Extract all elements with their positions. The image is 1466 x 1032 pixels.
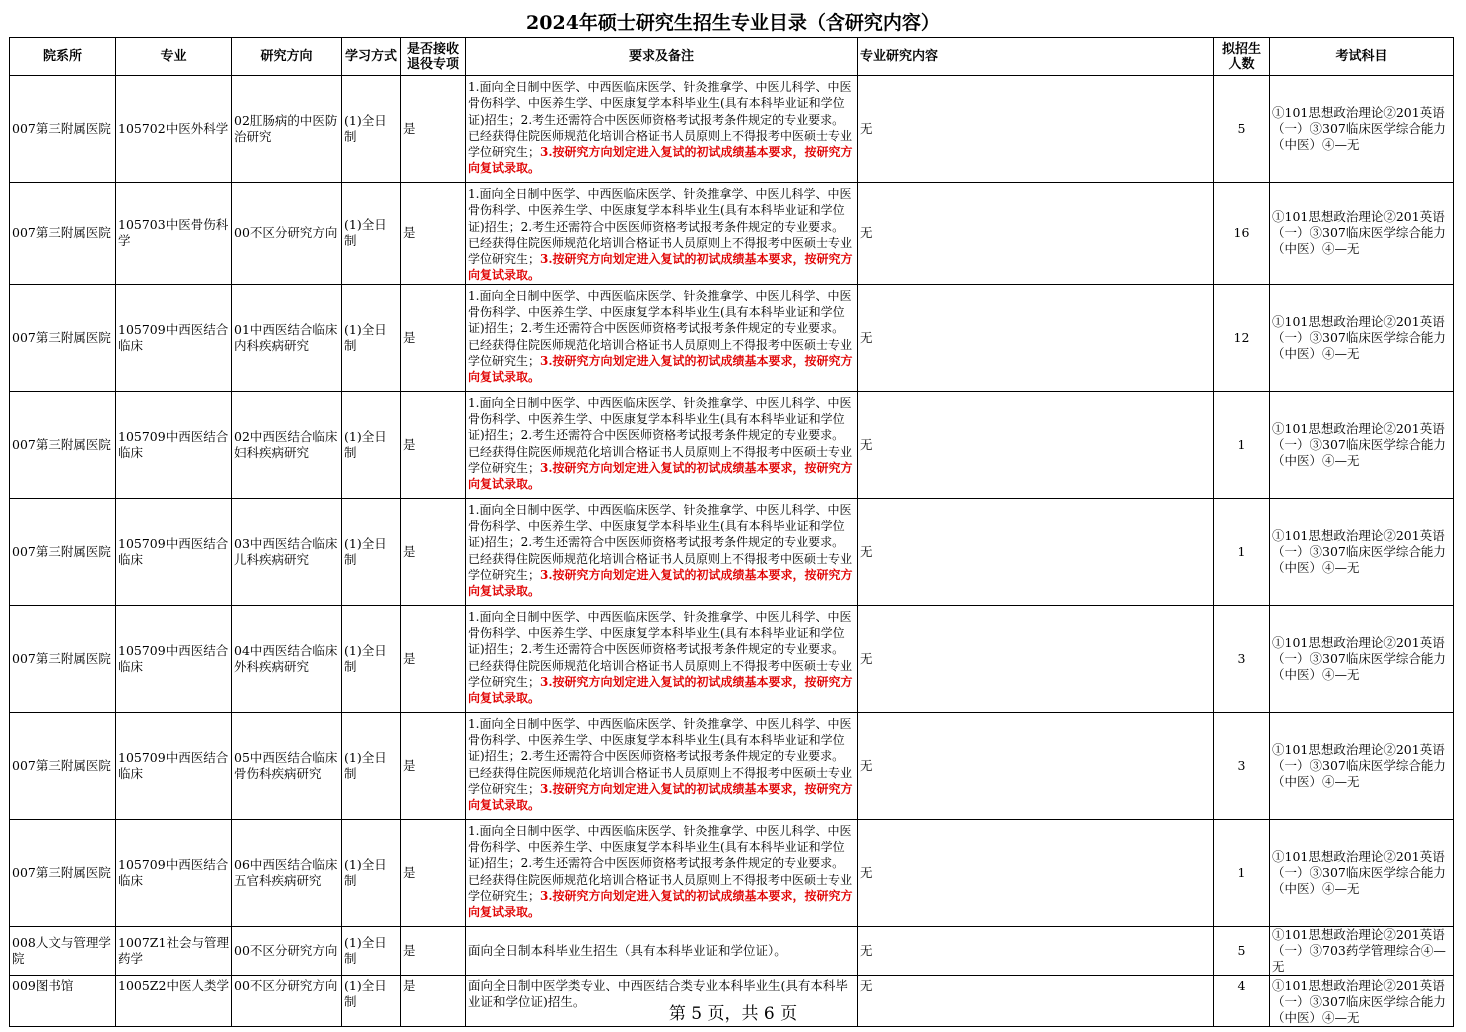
cell-veteran: 是 [401, 498, 466, 605]
cell-mode: (1)全日制 [342, 498, 401, 605]
table-row [10, 926, 1454, 975]
cell-exam: ①101思想政治理论②201英语（一）③703药学管理综合④—无 [1270, 926, 1454, 975]
cell-dept: 007第三附属医院 [10, 76, 116, 183]
cell-major: 105709中西医结合临床 [116, 819, 232, 926]
cell-content: 无 [858, 712, 1214, 819]
cell-direction: 00不区分研究方向 [232, 183, 342, 285]
cell-content: 无 [858, 926, 1214, 975]
cell-exam: ①101思想政治理论②201英语（一）③307临床医学综合能力（中医）④—无 [1270, 712, 1454, 819]
cell-major: 105709中西医结合临床 [116, 391, 232, 498]
cell-dept: 007第三附属医院 [10, 605, 116, 712]
cell-major: 1005Z2中医人类学 [116, 975, 232, 1026]
table-row [10, 183, 1454, 285]
cell-veteran: 是 [401, 926, 466, 975]
cell-exam: ①101思想政治理论②201英语（一）③307临床医学综合能力（中医）④—无 [1270, 498, 1454, 605]
cell-content: 无 [858, 183, 1214, 285]
cell-requirements [466, 498, 858, 605]
cell-mode: (1)全日制 [342, 605, 401, 712]
req-main: 1.面向全日制中医学、中西医临床医学、针灸推拿学、中医儿科学、中医骨伤科学、中医养生学、中医康复学本科毕业生(具有本科毕业证和学位证)招生；2.考生还需符合中医医师资格考试报考条件规定的专业要求。已经获得住院医师规范化培训合格证书人员原则上不得报考中医硕士专业学位研究生； [468, 80, 853, 160]
cell-exam: ①101思想政治理论②201英语（一）③307临床医学综合能力（中医）④—无 [1270, 605, 1454, 712]
header-content: 专业研究内容 [858, 38, 1214, 76]
cell-quota: 1 [1214, 498, 1270, 605]
cell-dept: 007第三附属医院 [10, 712, 116, 819]
cell-veteran: 是 [401, 819, 466, 926]
cell-veteran: 是 [401, 391, 466, 498]
header-dept: 院系所 [10, 38, 116, 76]
req-main: 1.面向全日制中医学、中西医临床医学、针灸推拿学、中医儿科学、中医骨伤科学、中医养生学、中医康复学本科毕业生(具有本科毕业证和学位证)招生；2.考生还需符合中医医师资格考试报考条件规定的专业要求。已经获得住院医师规范化培训合格证书人员原则上不得报考中医硕士专业学位研究生； [468, 823, 853, 903]
cell-content: 无 [858, 391, 1214, 498]
cell-major: 1007Z1社会与管理药学 [116, 926, 232, 975]
cell-content: 无 [858, 819, 1214, 926]
cell-content: 无 [858, 498, 1214, 605]
cell-exam: ①101思想政治理论②201英语（一）③307临床医学综合能力（中医）④—无 [1270, 183, 1454, 285]
header-row [10, 38, 1454, 76]
cell-quota: 3 [1214, 712, 1270, 819]
header-direction: 研究方向 [232, 38, 342, 76]
header-veteran: 是否接收退役专项 [401, 38, 466, 76]
table-row [10, 498, 1454, 605]
table-row [10, 819, 1454, 926]
cell-content: 无 [858, 605, 1214, 712]
req-red: 3.按研究方向划定进入复试的初试成绩基本要求，按研究方向复试录取。 [468, 252, 853, 283]
cell-requirements [466, 712, 858, 819]
cell-exam: ①101思想政治理论②201英语（一）③307临床医学综合能力（中医）④—无 [1270, 391, 1454, 498]
cell-quota: 1 [1214, 819, 1270, 926]
cell-mode: (1)全日制 [342, 712, 401, 819]
req-red: 3.按研究方向划定进入复试的初试成绩基本要求，按研究方向复试录取。 [468, 460, 853, 492]
cell-mode: (1)全日制 [342, 926, 401, 975]
cell-veteran: 是 [401, 975, 466, 1026]
catalog-table [9, 37, 1454, 1027]
cell-exam: ①101思想政治理论②201英语（一）③307临床医学综合能力（中医）④—无 [1270, 819, 1454, 926]
table-row [10, 391, 1454, 498]
req-main: 1.面向全日制中医学、中西医临床医学、针灸推拿学、中医儿科学、中医骨伤科学、中医养生学、中医康复学本科毕业生(具有本科毕业证和学位证)招生；2.考生还需符合中医医师资格考试报考条件规定的专业要求。已经获得住院医师规范化培训合格证书人员原则上不得报考中医硕士专业学位研究生； [468, 502, 853, 582]
cell-requirements [466, 183, 858, 285]
cell-requirements: 面向全日制本科毕业生招生（具有本科毕业证和学位证）。 [466, 926, 858, 975]
cell-major: 105709中西医结合临床 [116, 605, 232, 712]
cell-mode: (1)全日制 [342, 975, 401, 1026]
cell-veteran: 是 [401, 183, 466, 285]
cell-dept: 008人文与管理学院 [10, 926, 116, 975]
table-row [10, 712, 1454, 819]
cell-quota: 4 [1214, 975, 1270, 1026]
cell-major: 105709中西医结合临床 [116, 498, 232, 605]
cell-direction: 04中西医结合临床外科疾病研究 [232, 605, 342, 712]
header-requirements: 要求及备注 [466, 38, 858, 76]
cell-requirements: 面向全日制中医学类专业、中西医结合类专业本科毕业生(具有本科毕业证和学位证)招生。 [466, 975, 858, 1026]
req-red: 3.按研究方向划定进入复试的初试成绩基本要求，按研究方向复试录取。 [468, 888, 853, 920]
cell-mode: (1)全日制 [342, 284, 401, 391]
req-main: 1.面向全日制中医学、中西医临床医学、针灸推拿学、中医儿科学、中医骨伤科学、中医养生学、中医康复学本科毕业生(具有本科毕业证和学位证)招生；2.考生还需符合中医医师资格考试报考条件规定的专业要求。已经获得住院医师规范化培训合格证书人员原则上不得报考中医硕士专业学位研究生； [468, 716, 853, 796]
req-red: 3.按研究方向划定进入复试的初试成绩基本要求，按研究方向复试录取。 [468, 674, 853, 706]
cell-mode: (1)全日制 [342, 391, 401, 498]
cell-quota: 5 [1214, 76, 1270, 183]
cell-direction: 06中西医结合临床五官科疾病研究 [232, 819, 342, 926]
table-row [10, 76, 1454, 183]
cell-direction: 02肛肠病的中医防治研究 [232, 76, 342, 183]
cell-direction: 00不区分研究方向 [232, 975, 342, 1026]
cell-requirements [466, 284, 858, 391]
cell-major: 105709中西医结合临床 [116, 284, 232, 391]
cell-quota: 16 [1214, 183, 1270, 285]
header-major: 专业 [116, 38, 232, 76]
header-mode: 学习方式 [342, 38, 401, 76]
header-exam: 考试科目 [1270, 38, 1454, 76]
req-red: 3.按研究方向划定进入复试的初试成绩基本要求，按研究方向复试录取。 [468, 145, 853, 176]
cell-requirements [466, 605, 858, 712]
cell-major: 105703中医骨伤科学 [116, 183, 232, 285]
cell-requirements [466, 76, 858, 183]
cell-veteran: 是 [401, 605, 466, 712]
cell-veteran: 是 [401, 712, 466, 819]
header-quota: 拟招生人数 [1214, 38, 1270, 76]
cell-dept: 007第三附属医院 [10, 183, 116, 285]
req-red: 3.按研究方向划定进入复试的初试成绩基本要求，按研究方向复试录取。 [468, 567, 853, 599]
cell-quota: 5 [1214, 926, 1270, 975]
table-row [10, 605, 1454, 712]
cell-mode: (1)全日制 [342, 183, 401, 285]
cell-dept: 007第三附属医院 [10, 498, 116, 605]
cell-dept: 007第三附属医院 [10, 819, 116, 926]
cell-mode: (1)全日制 [342, 819, 401, 926]
cell-direction: 02中西医结合临床妇科疾病研究 [232, 391, 342, 498]
cell-exam: ①101思想政治理论②201英语（一）③307临床医学综合能力（中医）④—无 [1270, 76, 1454, 183]
cell-veteran: 是 [401, 76, 466, 183]
page-footer: 第 5 页，共 6 页 [668, 1004, 798, 1024]
cell-major: 105702中医外科学 [116, 76, 232, 183]
cell-content: 无 [858, 284, 1214, 391]
cell-direction: 05中西医结合临床骨伤科疾病研究 [232, 712, 342, 819]
cell-content: 无 [858, 76, 1214, 183]
cell-quota: 1 [1214, 391, 1270, 498]
req-red: 3.按研究方向划定进入复试的初试成绩基本要求，按研究方向复试录取。 [468, 781, 853, 813]
req-main: 1.面向全日制中医学、中西医临床医学、针灸推拿学、中医儿科学、中医骨伤科学、中医养生学、中医康复学本科毕业生(具有本科毕业证和学位证)招生；2.考生还需符合中医医师资格考试报考条件规定的专业要求。已经获得住院医师规范化培训合格证书人员原则上不得报考中医硕士专业学位研究生； [468, 609, 853, 689]
page-title: 2024年硕士研究生招生专业目录（含研究内容） [526, 12, 940, 34]
cell-direction: 03中西医结合临床儿科疾病研究 [232, 498, 342, 605]
req-main: 1.面向全日制中医学、中西医临床医学、针灸推拿学、中医儿科学、中医骨伤科学、中医养生学、中医康复学本科毕业生(具有本科毕业证和学位证)招生；2.考生还需符合中医医师资格考试报考条件规定的专业要求。已经获得住院医师规范化培训合格证书人员原则上不得报考中医硕士专业学位研究生； [468, 395, 853, 475]
cell-major: 105709中西医结合临床 [116, 712, 232, 819]
req-red: 3.按研究方向划定进入复试的初试成绩基本要求，按研究方向复试录取。 [468, 353, 853, 385]
cell-dept: 007第三附属医院 [10, 284, 116, 391]
cell-dept: 007第三附属医院 [10, 391, 116, 498]
cell-content: 无 [858, 975, 1214, 1026]
cell-quota: 12 [1214, 284, 1270, 391]
cell-exam: ①101思想政治理论②201英语（一）③307临床医学综合能力（中医）④—无 [1270, 975, 1454, 1026]
cell-requirements [466, 819, 858, 926]
cell-requirements [466, 391, 858, 498]
cell-dept: 009图书馆 [10, 975, 116, 1026]
cell-direction: 00不区分研究方向 [232, 926, 342, 975]
cell-quota: 3 [1214, 605, 1270, 712]
cell-veteran: 是 [401, 284, 466, 391]
cell-direction: 01中西医结合临床内科疾病研究 [232, 284, 342, 391]
table-row [10, 284, 1454, 391]
req-main: 1.面向全日制中医学、中西医临床医学、针灸推拿学、中医儿科学、中医骨伤科学、中医养生学、中医康复学本科毕业生(具有本科毕业证和学位证)招生；2.考生还需符合中医医师资格考试报考条件规定的专业要求。已经获得住院医师规范化培训合格证书人员原则上不得报考中医硕士专业学位研究生； [468, 288, 853, 368]
req-main: 1.面向全日制中医学、中西医临床医学、针灸推拿学、中医儿科学、中医骨伤科学、中医养生学、中医康复学本科毕业生(具有本科毕业证和学位证)招生；2.考生还需符合中医医师资格考试报考条件规定的专业要求。已经获得住院医师规范化培训合格证书人员原则上不得报考中医硕士专业学位研究生； [468, 187, 853, 267]
cell-exam: ①101思想政治理论②201英语（一）③307临床医学综合能力（中医）④—无 [1270, 284, 1454, 391]
cell-mode: (1)全日制 [342, 76, 401, 183]
